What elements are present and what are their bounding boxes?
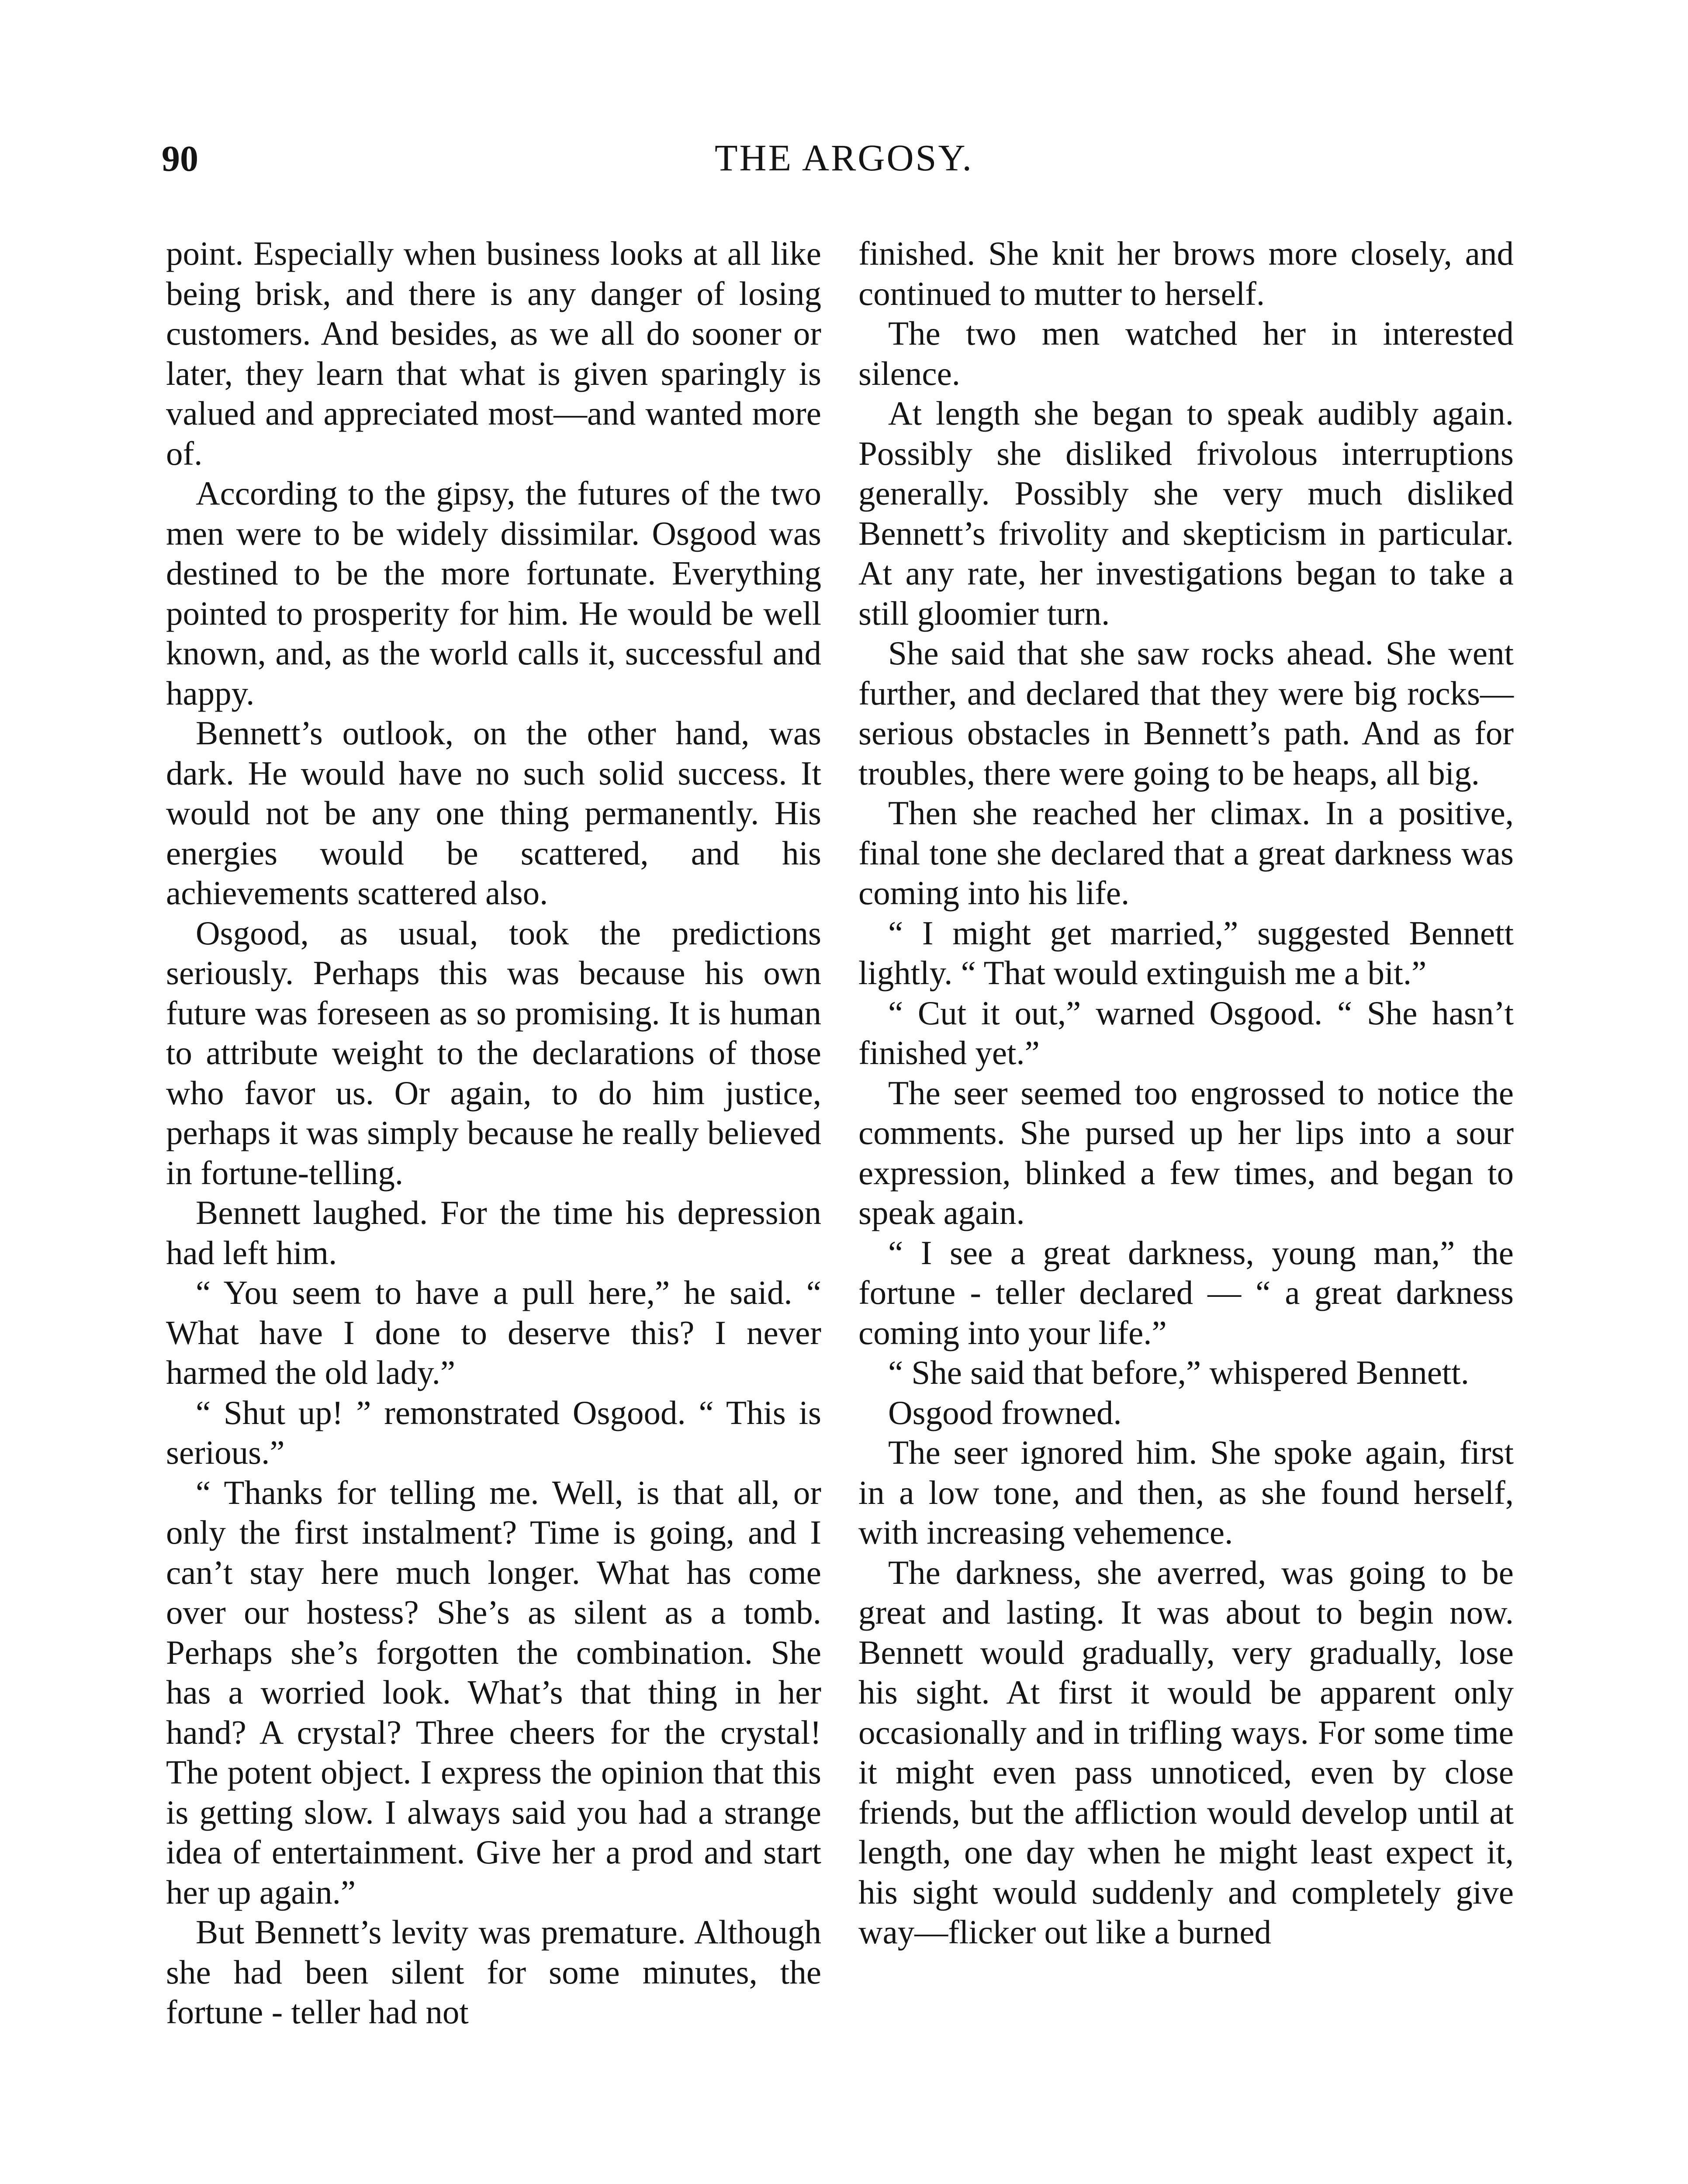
- paragraph: “ She said that before,” whispered Bennett.: [888, 1354, 1469, 1391]
- right-column: [858, 234, 1514, 1952]
- paragraph: Osgood, as usual, took the predictions seriously. Perhaps this was because his own future was foreseen as so promising. It is human to attribute weight to the declarations of those who favor us. Or again, to do him justice, perhaps it was simply because he really believed in fortune-telling.: [166, 914, 821, 1192]
- left-column: [166, 234, 821, 2032]
- paragraph: The darkness, she averred, was going to be great and lasting. It was about to begin now. Bennett would gradually, very gradually, lose his sight. At first it would be apparent only occasionally and in trifling ways. For some time it might even pass unnoticed, even by close friends, but the affliction would develop until at length, one day when he might least expect it, his sight would suddenly and completely give way—flicker out like a burned: [858, 1553, 1514, 1951]
- running-title: THE ARGOSY.: [715, 137, 973, 179]
- paragraph: Osgood frowned.: [888, 1393, 1122, 1431]
- paragraph: Then she reached her climax. In a positive, final tone she declared that a great darkness was coming into his life.: [858, 794, 1514, 912]
- paragraph: “ Thanks for telling me. Well, is that all, or only the first instalment? Time is going, and I can’t stay here much longer. What has come over our hostess? She’s as silent as a tomb. Perhaps she’s forgotten the combination. She has a worried look. What’s that thing in her hand? A crystal? Three cheers for the crystal! The potent object. I express the opinion that this is getting slow. I always said you had a strange idea of entertainment. Give her a prod and start her up again.”: [166, 1473, 821, 1911]
- paragraph: “ I might get married,” suggested Bennett lightly. “ That would extinguish me a bit.”: [858, 914, 1514, 992]
- paragraph: The seer ignored him. She spoke again, first in a low tone, and then, as she found herself, with increasing vehemence.: [858, 1434, 1514, 1551]
- paragraph: “ Cut it out,” warned Osgood. “ She hasn’t finished yet.”: [858, 994, 1514, 1071]
- paragraph: “ You seem to have a pull here,” he said. “ What have I done to deserve this? I never harmed the old lady.”: [166, 1274, 821, 1391]
- paragraph: “ Shut up! ” remonstrated Osgood. “ This is serious.”: [166, 1393, 821, 1471]
- paragraph: According to the gipsy, the futures of the two men were to be widely dissimilar. Osgood was destined to be the more fortunate. Everything pointed to prosperity for him. He would be well known, and, as the world calls it, successful and happy.: [166, 474, 821, 712]
- paragraph: But Bennett’s levity was premature. Although she had been silent for some minutes, the fortune - teller had not: [166, 1913, 821, 2031]
- paragraph: She said that she saw rocks ahead. She went further, and declared that they were big rocks—serious obstacles in Bennett’s path. And as for troubles, there were going to be heaps, all big.: [858, 634, 1514, 792]
- paragraph: finished. She knit her brows more closely, and continued to mutter to herself.: [858, 235, 1514, 312]
- paragraph: The seer seemed too engrossed to notice the comments. She pursed up her lips into a sour expression, blinked a few times, and began to speak again.: [858, 1074, 1514, 1231]
- paragraph: Bennett’s outlook, on the other hand, was dark. He would have no such solid success. It would not be any one thing permanently. His energies would be scattered, and his achievements scattered also.: [166, 714, 821, 912]
- paragraph: The two men watched her in interested silence.: [858, 314, 1514, 392]
- page-number: 90: [162, 138, 198, 179]
- paragraph: Bennett laughed. For the time his depression had left him.: [166, 1194, 821, 1272]
- paragraph: At length she began to speak audibly again. Possibly she disliked frivolous interruptions generally. Possibly she very much disliked Bennett’s frivolity and skepticism in particular. At any rate, her investigations began to take a still gloomier turn.: [858, 394, 1514, 632]
- paragraph: “ I see a great darkness, young man,” the fortune - teller declared — “ a great darkness coming into your life.”: [858, 1234, 1514, 1351]
- paragraph: point. Especially when business looks at all like being brisk, and there is any danger of losing customers. And besides, as we all do sooner or later, they learn that what is given sparingly is valued and appreciated most—and wanted more of.: [166, 235, 821, 472]
